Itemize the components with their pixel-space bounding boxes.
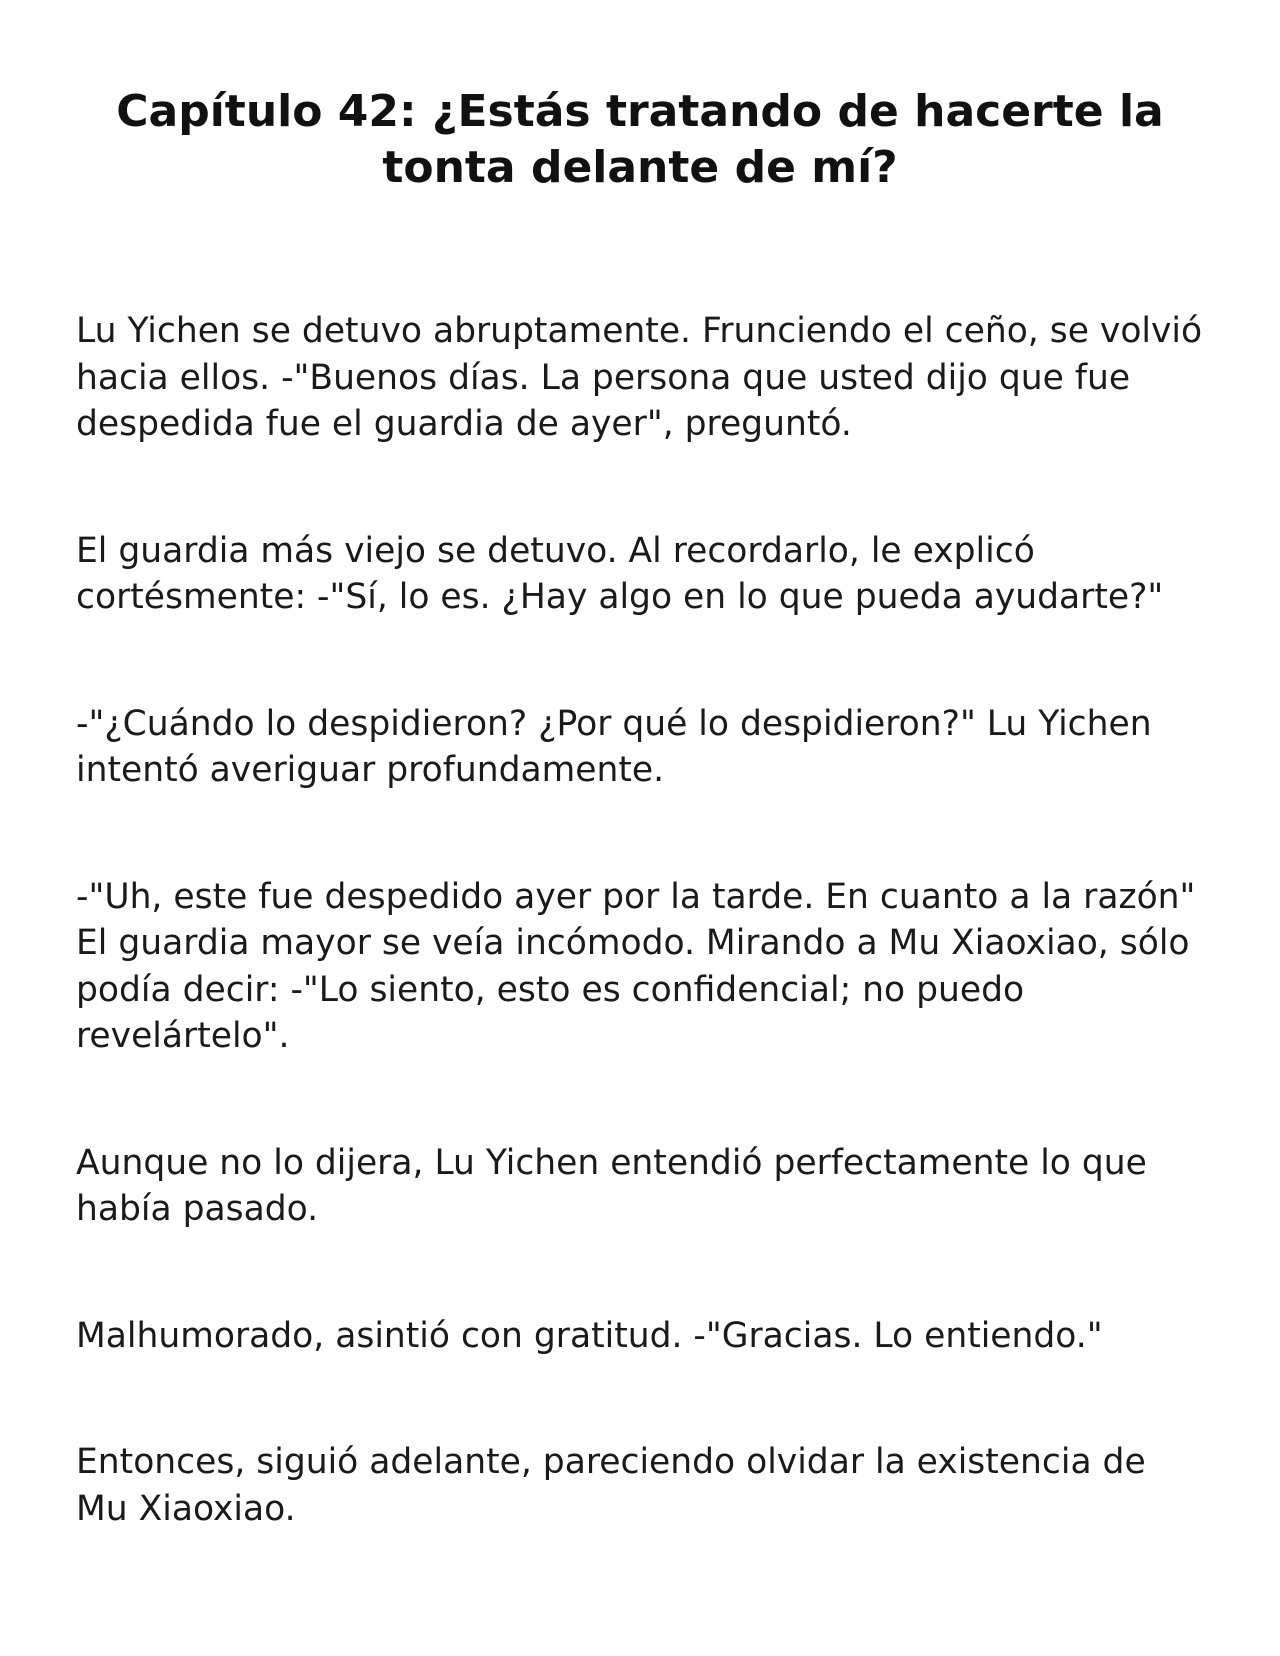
paragraph: -"Uh, este fue despedido ayer por la tarde. En cuanto a la razón" El guardia mayor se veía incómodo. Mirando a Mu Xiaoxiao, sólo podía decir: -"Lo siento, esto es confidencial; no puedo revelártelo". [76,876,1196,1056]
paragraph: El guardia más viejo se detuvo. Al recordarlo, le explicó cortésmente: -"Sí, lo es. ¿Hay algo en lo que pueda ayudarte?" [76,530,1164,617]
chapter-title: Capítulo 42: ¿Estás tratando de hacerte la tonta delante de mí? [116,86,1164,193]
paragraph: Malhumorado, asintió con gratitud. -"Gracias. Lo entiendo." [76,1315,1103,1356]
chapter-body [76,308,1204,1532]
paragraph: Lu Yichen se detuvo abruptamente. Frunciendo el ceño, se volvió hacia ellos. -"Buenos días. La persona que usted dijo que fue despedida fue el guardia de ayer", preguntó. [76,311,1203,444]
paragraph: Aunque no lo dijera, Lu Yichen entendió perfectamente lo que había pasado. [76,1142,1147,1229]
paragraph: -"¿Cuándo lo despidieron? ¿Por qué lo despidieron?" Lu Yichen intentó averiguar profundamente. [76,703,1152,790]
paragraph: Entonces, siguió adelante, pareciendo olvidar la existencia de Mu Xiaoxiao. [76,1442,1146,1529]
